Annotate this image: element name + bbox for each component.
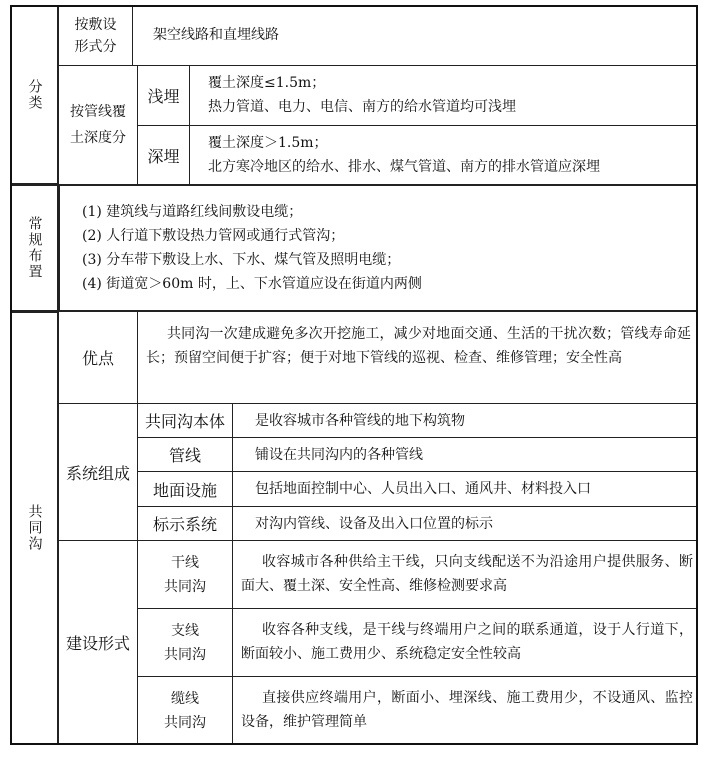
system-row-name — [137, 403, 233, 438]
table-frame — [10, 5, 698, 745]
system-name-3: 地面设施 — [152, 480, 217, 500]
content-by-form — [132, 5, 698, 66]
system-row-desc — [232, 437, 698, 472]
system-row-desc — [232, 471, 698, 507]
label-by-form — [58, 5, 133, 66]
construction-name-1a: 干线 — [171, 554, 199, 571]
label-construction — [58, 540, 138, 745]
shallow-line2: 热力管道、电力、电信、南方的给水管道均可浅埋 — [208, 99, 516, 115]
system-row-name — [137, 437, 233, 472]
by-form-text: 架空线路和直埋线路 — [153, 27, 279, 43]
deep-label: 深埋 — [147, 146, 180, 166]
content-deep — [189, 125, 698, 185]
routine-item-4: (4) 街道宽＞60m 时，上、下水管道应设在街道内两侧 — [82, 276, 422, 292]
construction-name-1b: 共同沟 — [164, 578, 206, 595]
section-utility-tunnel — [10, 311, 59, 745]
system-desc-1: 是收容城市各种管线的地下构筑物 — [255, 413, 465, 429]
shallow-label: 浅埋 — [147, 87, 180, 106]
construction-name-2a: 支线 — [171, 622, 199, 639]
routine-layout-content — [58, 184, 698, 312]
label-by-depth — [58, 65, 138, 185]
system-name-4: 标示系统 — [152, 515, 217, 534]
construction-row-name — [137, 676, 233, 745]
system-desc-4: 对沟内管线、设备及出入口位置的标示 — [255, 516, 493, 532]
section-label-classification: 分类 — [26, 79, 43, 111]
construction-row-desc — [232, 676, 698, 745]
system-name-2: 管线 — [168, 446, 201, 465]
construction-row-name — [137, 540, 233, 609]
section-label-routine: 常规布置 — [26, 216, 43, 280]
system-row-name — [137, 471, 233, 507]
construction-name-3a: 缆线 — [171, 690, 199, 707]
section-classification — [10, 5, 59, 185]
construction-row-desc — [232, 540, 698, 609]
advantages-label: 优点 — [81, 349, 114, 368]
construction-label: 建设形式 — [65, 634, 130, 653]
content-shallow — [189, 65, 698, 126]
system-row-name — [137, 506, 233, 541]
label-by-depth-line2: 土深度分 — [70, 130, 126, 146]
label-by-depth-line1: 按管线覆 — [70, 104, 126, 120]
system-name-1: 共同沟本体 — [144, 412, 225, 431]
construction-row-desc — [232, 608, 698, 677]
construction-desc-3: 直接供应终端用户，断面小、埋深线、施工费用少，不设通风、监控设备，维护管理简单 — [241, 690, 693, 730]
section-label-tunnel: 共同沟 — [26, 504, 43, 552]
construction-name-3b: 共同沟 — [164, 714, 206, 731]
system-desc-2: 铺设在共同沟内的各种管线 — [255, 447, 423, 463]
label-shallow — [137, 65, 190, 126]
routine-item-2: (2) 人行道下敷设热力管网或通行式管沟； — [82, 228, 345, 244]
system-desc-3: 包括地面控制中心、人员出入口、通风井、材料投入口 — [255, 481, 591, 497]
construction-name-2b: 共同沟 — [164, 646, 206, 663]
label-by-form-line2: 形式分 — [74, 38, 117, 55]
label-deep — [137, 125, 190, 185]
routine-item-1: (1) 建筑线与道路红线间敷设电缆； — [82, 204, 303, 220]
construction-desc-2: 收容各种支线，是干线与终端用户之间的联系通道，设于人行道下，断面较小、施工费用少、系统稳定安全性较高 — [241, 622, 693, 662]
advantages-text: 共同沟一次建成避免多次开挖施工，减少对地面交通、生活的干扰次数；管线寿命延长；预留空间便于扩容；便于对地下管线的巡视、检查、维修管理；安全性高 — [146, 326, 691, 366]
deep-line2: 北方寒冷地区的给水、排水、煤气管道、南方的排水管道应深埋 — [208, 159, 600, 175]
content-advantages — [137, 311, 698, 404]
deep-line1: 覆土深度＞1.5m； — [208, 135, 328, 151]
label-system — [58, 403, 138, 541]
shallow-line1: 覆土深度≤1.5m； — [208, 75, 326, 91]
system-label: 系统组成 — [65, 463, 130, 483]
system-row-desc — [232, 506, 698, 541]
routine-item-3: (3) 分车带下敷设上水、下水、煤气管及照明电缆； — [82, 252, 401, 268]
label-advantages — [58, 311, 138, 404]
construction-row-name — [137, 608, 233, 677]
construction-desc-1: 收容城市各种供给主干线，只向支线配送不为沿途用户提供服务、断面大、覆土深、安全性高、维修检测要求高 — [241, 554, 693, 594]
section-routine-layout — [10, 184, 59, 312]
system-row-desc — [232, 403, 698, 438]
label-by-form-line1: 按敷设 — [74, 16, 117, 33]
